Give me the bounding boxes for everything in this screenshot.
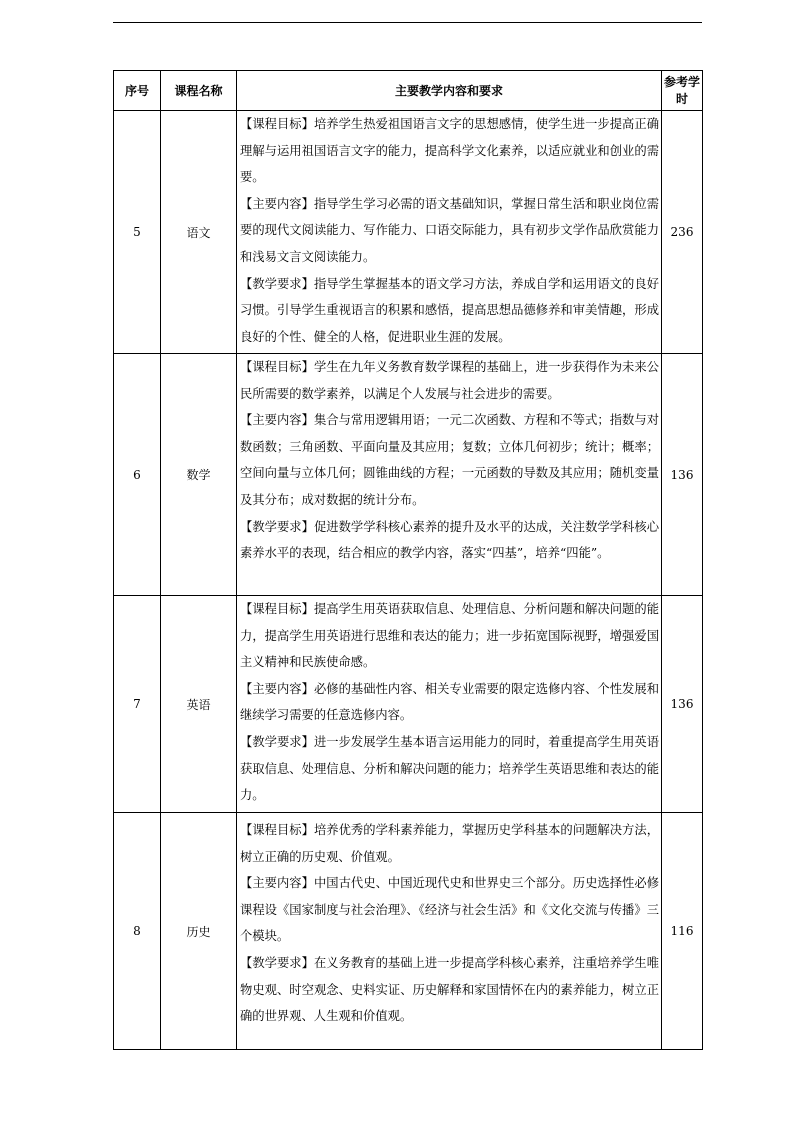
row-index: 7 [114,596,161,813]
teaching-requirements: 【教学要求】指导学生掌握基本的语文学习方法，养成自学和运用语文的良好习惯。引导学生重视语言的积累和感悟，提高思想品德修养和审美情趣，形成良好的个性、健全的人格，促进职业生涯的发展。 [240,276,659,344]
course-objective: 【课程目标】提高学生用英语获取信息、处理信息、分析问题和解决问题的能力，提高学生用英语进行思维和表达的能力；进一步拓宽国际视野，增强爱国主义精神和民族使命感。 [240,602,659,670]
row-hours: 136 [662,596,703,813]
course-objective: 【课程目标】培养优秀的学科素养能力，掌握历史学科基本的问题解决方法，树立正确的历史观、价值观。 [240,823,659,864]
row-hours: 136 [662,354,703,596]
row-content [237,111,662,354]
course-table [113,70,703,1050]
row-index: 6 [114,354,161,596]
row-course-name: 历史 [161,813,237,1050]
course-objective: 【课程目标】培养学生热爱祖国语言文字的思想感情，使学生进一步提高正确理解与运用祖国语言文字的能力，提高科学文化素养，以适应就业和创业的需要。 [240,117,659,185]
page-header-rule [113,22,702,23]
table-header-row [114,71,703,111]
row-content [237,813,662,1050]
row-content [237,354,662,596]
header-index: 序号 [114,71,161,111]
table-row [114,354,703,596]
teaching-requirements: 【教学要求】进一步发展学生基本语言运用能力的同时，着重提高学生用英语获取信息、处理信息、分析和解决问题的能力；培养学生英语思维和表达的能力。 [240,734,659,803]
row-hours: 116 [662,813,703,1050]
main-content: 【主要内容】必修的基础性内容、相关专业需要的限定选修内容、个性发展和继续学习需要的任意选修内容。 [240,681,659,723]
table-row [114,111,703,354]
row-index: 8 [114,813,161,1050]
main-content: 【主要内容】集合与常用逻辑用语；一元二次函数、方程和不等式；指数与对数函数；三角函数、平面向量及其应用；复数；立体几何初步；统计；概率；空间向量与立体几何；圆锥曲线的方程；一元函数的导数及其应用；随机变量及其分布；成对数据的统计分布。 [240,413,659,507]
row-hours: 236 [662,111,703,354]
header-course-name: 课程名称 [161,71,237,111]
row-course-name: 语文 [161,111,237,354]
row-content [237,596,662,813]
course-objective: 【课程目标】学生在九年义务教育数学课程的基础上，进一步获得作为未来公民所需要的数学素养，以满足个人发展与社会进步的需要。 [240,360,659,401]
header-hours: 参考学时 [662,71,703,111]
main-content: 【主要内容】指导学生学习必需的语文基础知识，掌握日常生活和职业岗位需要的现代文阅读能力、写作能力、口语交际能力，具有初步文学作品欣赏能力和浅易文言文阅读能力。 [240,196,659,264]
teaching-requirements: 【教学要求】在义务教育的基础上进一步提高学科核心素养，注重培养学生唯物史观、时空观念、史料实证、历史解释和家国情怀在内的素养能力，树立正确的世界观、人生观和价值观。 [240,955,659,1024]
row-course-name: 英语 [161,596,237,813]
row-course-name: 数学 [161,354,237,596]
table-row [114,813,703,1050]
main-content: 【主要内容】中国古代史、中国近现代史和世界史三个部分。历史选择性必修课程设《国家制度与社会治理》、《经济与社会生活》和《文化交流与传播》三个模块。 [240,876,659,944]
table-row [114,596,703,813]
row-index: 5 [114,111,161,354]
teaching-requirements: 【教学要求】促进数学学科核心素养的提升及水平的达成，关注数学学科核心素养水平的表现，结合相应的教学内容，落实“四基”，培养“四能”。 [240,519,659,561]
header-content: 主要教学内容和要求 [237,71,662,111]
